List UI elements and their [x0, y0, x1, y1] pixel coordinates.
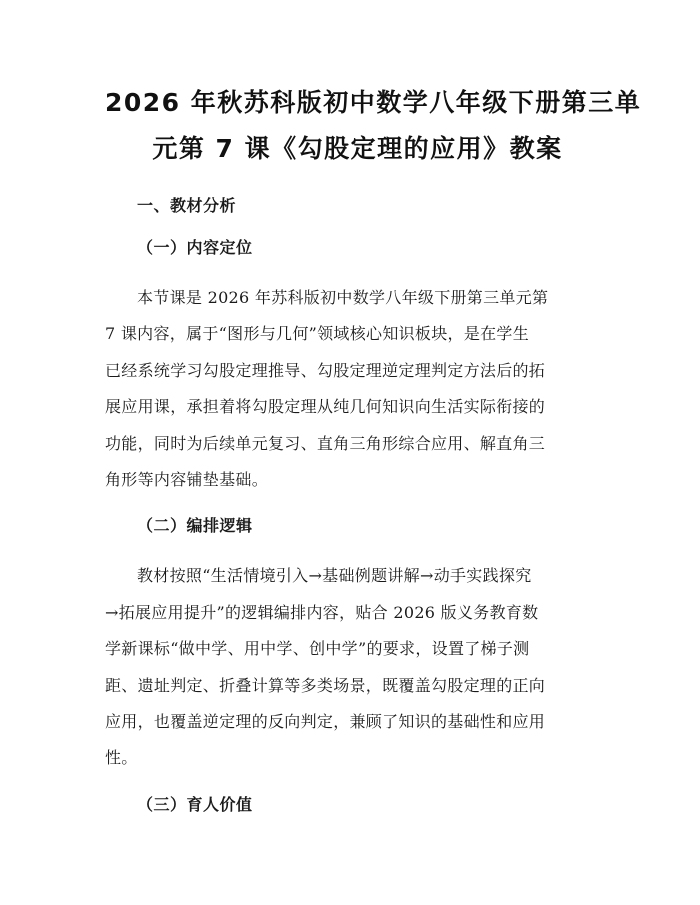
paragraph-line: 已经系统学习勾股定理推导、勾股定理逆定理判定方法后的拓	[105, 360, 546, 380]
paragraph-line: 性。	[105, 748, 138, 768]
subsection-heading-arrangement-logic: （二）编排逻辑	[137, 516, 253, 536]
paragraph-content-position	[105, 280, 610, 498]
paragraph-line: 学新课标“做中学、用中学、创中学”的要求，设置了梯子测	[105, 639, 530, 659]
paragraph-line: 展应用课，承担着将勾股定理从纯几何知识向生活实际衔接的	[105, 397, 546, 417]
paragraph-line: 距、遗址判定、折叠计算等多类场景，既覆盖勾股定理的正向	[105, 675, 546, 695]
paragraph-line: 角形等内容铺垫基础。	[105, 470, 269, 490]
document-title	[105, 80, 642, 172]
section-heading-textbook-analysis: 一、教材分析	[137, 196, 237, 215]
paragraph-line: 本节课是 2026 年苏科版初中数学八年级下册第三单元第	[137, 288, 549, 307]
paragraph-line: 功能，同时为后续单元复习、直角三角形综合应用、解直角三	[105, 433, 546, 453]
subsection-heading-content-position: （一）内容定位	[137, 238, 253, 257]
subsection-heading-educational-value: （三）育人价值	[137, 794, 253, 814]
paragraph-line: 应用，也覆盖逆定理的反向判定，兼顾了知识的基础性和应用	[105, 712, 546, 732]
paragraph-line: 教材按照“生活情境引入→基础例题讲解→动手实践探究	[137, 566, 532, 586]
paragraph-line: →拓展应用提升”的逻辑编排内容，贴合 2026 版义务教育数	[105, 602, 539, 622]
paragraph-arrangement-logic	[105, 558, 610, 776]
title-line-2: 元第 7 课《勾股定理的应用》教案	[152, 134, 563, 163]
paragraph-line: 7 课内容，属于“图形与几何”领域核心知识板块，是在学生	[105, 324, 530, 344]
title-line-1: 2026 年秋苏科版初中数学八年级下册第三单	[105, 88, 642, 117]
